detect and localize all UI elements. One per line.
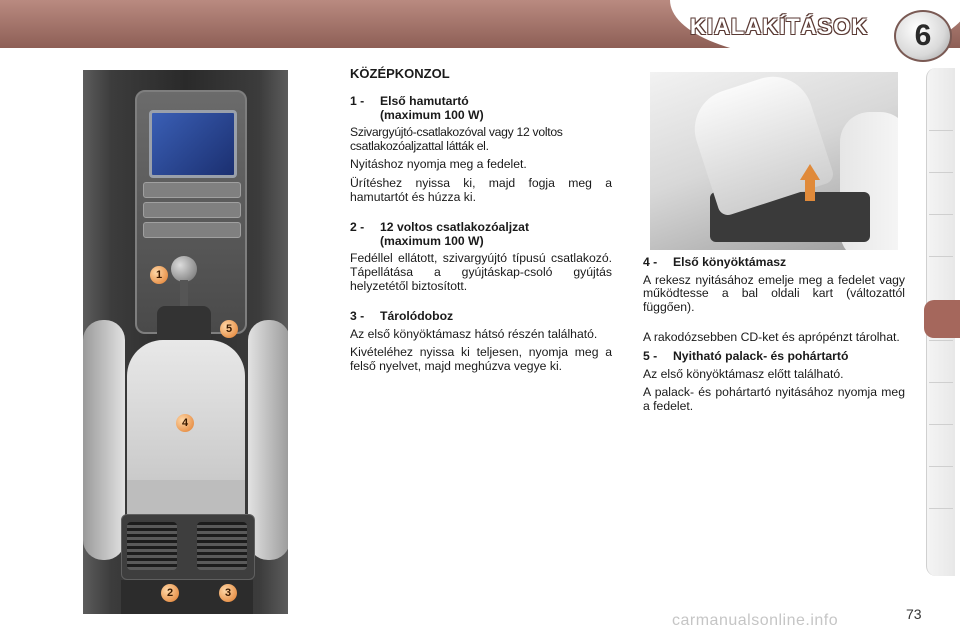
item-4-paragraph: A rekesz nyitásához emelje meg a fedelet vagy működtesse a bal oldali kart (változattól függően).	[643, 272, 905, 314]
callout-1: 1	[150, 266, 168, 284]
item-1-paragraph: Szivargyújtó-csatlakozóval vagy 12 voltos csatlakozóaljzattal látták el.	[350, 125, 563, 153]
radio-controls	[143, 202, 241, 218]
item-title: Első hamutartó	[380, 94, 469, 108]
tab-divider	[929, 256, 953, 257]
chapter-title: KIALAKÍTÁSOK	[690, 14, 869, 39]
item-2-paragraph: Fedéllel ellátott, szivargyújtó típusú csatlakozó. Tápellátása a gyújtáskap-csoló gyújtás helyzetétől biztosított.	[350, 251, 612, 293]
item-subtitle: (maximum 100 W)	[380, 233, 484, 248]
item-1-paragraph: Nyitáshoz nyomja meg a fedelet.	[350, 157, 527, 172]
item-number: 4 -	[643, 255, 658, 269]
item-title: Nyitható palack- és pohártartó	[673, 348, 849, 363]
item-number: 3 -	[350, 309, 365, 324]
armrest-photo	[650, 72, 898, 250]
climate-controls	[143, 222, 241, 238]
item-title-text	[380, 221, 529, 248]
text-column-right	[643, 256, 905, 418]
section-heading: KÖZÉPKONZOL	[350, 66, 450, 81]
arrow-up-icon	[800, 164, 820, 180]
active-chapter-tab[interactable]	[924, 300, 960, 338]
text-column-middle	[350, 95, 612, 379]
item-4-title	[643, 256, 905, 270]
item-1-paragraph: Ürítéshez nyissa ki, majd fogja meg a hamutartót és húzza ki.	[350, 175, 612, 204]
air-vent-left	[127, 522, 177, 570]
item-5-paragraph: A palack- és pohártartó nyitásához nyomja meg a fedelet.	[643, 385, 905, 413]
chapter-number-badge: 6	[894, 10, 952, 62]
item-title-text	[380, 95, 484, 122]
center-console-photo	[83, 70, 288, 614]
callout-4: 4	[176, 414, 194, 432]
item-5-paragraph: Az első könyöktámasz előtt található.	[643, 366, 844, 381]
tab-divider	[929, 340, 953, 341]
callout-3: 3	[219, 584, 237, 602]
tab-divider	[929, 130, 953, 131]
item-3-title	[350, 310, 612, 324]
item-4-paragraph: A rakodózsebben CD-ket és aprópénzt tárolhat.	[643, 330, 900, 345]
item-number: 2 -	[350, 220, 365, 235]
gear-knob	[171, 256, 197, 282]
tab-divider	[929, 466, 953, 467]
item-title: Tárolódoboz	[380, 309, 454, 324]
tab-divider	[929, 508, 953, 509]
item-1-title	[350, 95, 612, 122]
item-2-title	[350, 221, 612, 248]
tab-divider	[929, 172, 953, 173]
item-number: 5 -	[643, 348, 658, 363]
tab-divider	[929, 214, 953, 215]
arrow-stem	[805, 179, 815, 201]
item-title: Első könyöktámasz	[673, 255, 787, 269]
callout-2: 2	[161, 584, 179, 602]
driver-seat	[83, 320, 125, 560]
item-3-paragraph: Az első könyöktámasz hátsó részén található.	[350, 326, 598, 341]
page-number: 73	[906, 606, 922, 622]
navigation-screen	[149, 110, 237, 178]
watermark: carmanualsonline.info	[672, 612, 839, 629]
item-5-title	[643, 350, 905, 364]
item-number: 1 -	[350, 94, 365, 108]
radio-controls	[143, 182, 241, 198]
air-vent-right	[197, 522, 247, 570]
item-title: 12 voltos csatlakozóaljzat	[380, 220, 530, 235]
item-subtitle: (maximum 100 W)	[380, 107, 484, 122]
callout-5: 5	[220, 320, 238, 338]
item-3-paragraph: Kivételéhez nyissa ki teljesen, nyomja meg a felső nyelvet, majd meghúzva vegye ki.	[350, 345, 612, 373]
tab-divider	[929, 424, 953, 425]
tab-divider	[929, 382, 953, 383]
